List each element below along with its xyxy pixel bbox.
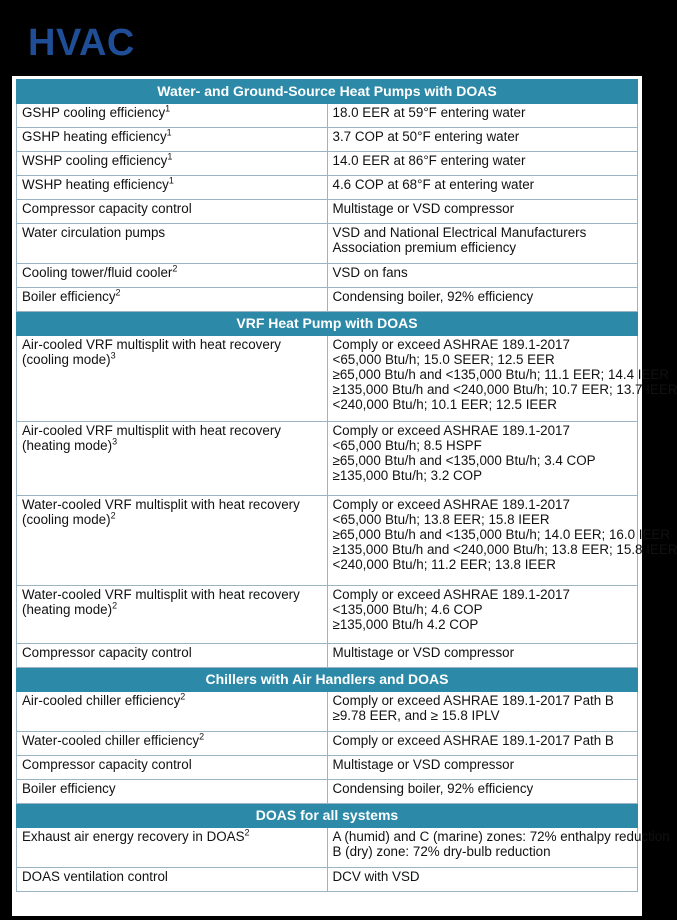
row-value-line: <65,000 Btu/h; 15.0 SEER; 12.5 EER bbox=[332, 352, 555, 367]
row-value bbox=[327, 828, 670, 868]
row-value bbox=[327, 422, 638, 496]
row-label-text: DOAS ventilation control bbox=[22, 869, 168, 884]
table-row bbox=[17, 586, 638, 644]
table-row bbox=[17, 692, 638, 732]
section-heading: Chillers with Air Handlers and DOAS bbox=[17, 668, 638, 692]
row-value bbox=[327, 780, 638, 804]
table-row bbox=[17, 264, 638, 288]
section-header bbox=[17, 312, 638, 336]
row-label-text: Water-cooled chiller efficiency bbox=[22, 733, 200, 748]
row-label-text: Compressor capacity control bbox=[22, 645, 192, 660]
footnote-marker: 1 bbox=[168, 175, 174, 186]
section-header bbox=[17, 804, 638, 828]
row-value-line: Comply or exceed ASHRAE 189.1-2017 bbox=[332, 497, 570, 512]
row-label bbox=[17, 264, 328, 288]
row-label bbox=[17, 288, 328, 312]
hvac-spec-table bbox=[16, 79, 677, 892]
footnote-marker: 2 bbox=[110, 510, 116, 521]
row-value-line: Comply or exceed ASHRAE 189.1-2017 Path B bbox=[332, 693, 614, 708]
footnote-marker: 2 bbox=[180, 691, 186, 702]
spec-table-body bbox=[17, 80, 677, 892]
table-row bbox=[17, 644, 638, 668]
row-value-line: 18.0 EER at 59°F entering water bbox=[332, 105, 526, 120]
row-value-line: Condensing boiler, 92% efficiency bbox=[332, 781, 534, 796]
table-row bbox=[17, 732, 638, 756]
table-row bbox=[17, 224, 638, 264]
row-label bbox=[17, 644, 328, 668]
row-value-line: <65,000 Btu/h; 13.8 EER; 15.8 IEER bbox=[332, 512, 550, 527]
footnote-marker: 1 bbox=[165, 103, 171, 114]
row-value bbox=[327, 586, 638, 644]
row-label-text: Boiler efficiency bbox=[22, 781, 116, 796]
row-label-text: WSHP heating efficiency bbox=[22, 177, 169, 192]
row-label bbox=[17, 176, 328, 200]
row-value bbox=[327, 264, 638, 288]
footnote-marker: 2 bbox=[112, 600, 118, 611]
row-value-line: 3.7 COP at 50°F entering water bbox=[332, 129, 520, 144]
row-value bbox=[327, 336, 677, 422]
row-value-line: Multistage or VSD compressor bbox=[332, 757, 515, 772]
row-value-line: ≥9.78 EER, and ≥ 15.8 IPLV bbox=[332, 708, 500, 723]
footnote-marker: 2 bbox=[244, 827, 250, 838]
row-value bbox=[327, 152, 638, 176]
row-value-line: ≥65,000 Btu/h and <135,000 Btu/h; 11.1 EER; 14.4 IEER bbox=[332, 367, 670, 382]
row-label-text: Water-cooled VRF multisplit with heat recovery (cooling mode) bbox=[22, 497, 300, 527]
row-value-line: 14.0 EER at 86°F entering water bbox=[332, 153, 526, 168]
row-value bbox=[327, 128, 638, 152]
footnote-marker: 2 bbox=[172, 263, 178, 274]
row-value bbox=[327, 756, 638, 780]
table-row bbox=[17, 128, 638, 152]
footnote-marker: 2 bbox=[115, 287, 121, 298]
row-value-line: ≥135,000 Btu/h 4.2 COP bbox=[332, 617, 479, 632]
table-row bbox=[17, 496, 638, 586]
row-value-line: Comply or exceed ASHRAE 189.1-2017 bbox=[332, 423, 570, 438]
footnote-marker: 1 bbox=[167, 151, 173, 162]
table-row bbox=[17, 756, 638, 780]
row-value-line: Multistage or VSD compressor bbox=[332, 201, 515, 216]
row-label-text: Boiler efficiency bbox=[22, 289, 116, 304]
row-value bbox=[327, 732, 638, 756]
section-header bbox=[17, 668, 638, 692]
row-label-text: Exhaust air energy recovery in DOAS bbox=[22, 829, 245, 844]
row-value-line: Multistage or VSD compressor bbox=[332, 645, 515, 660]
section-heading: Water- and Ground-Source Heat Pumps with DOAS bbox=[17, 80, 638, 104]
row-label bbox=[17, 732, 328, 756]
row-value-line: VSD and National Electrical Manufacturers Association premium efficiency bbox=[332, 225, 587, 255]
row-value-line: ≥135,000 Btu/h; 3.2 COP bbox=[332, 468, 483, 483]
row-label-text: GSHP heating efficiency bbox=[22, 129, 167, 144]
row-value-line: ≥135,000 Btu/h and <240,000 Btu/h; 10.7 EER; 13.7 IEER bbox=[332, 382, 677, 397]
footnote-marker: 1 bbox=[166, 127, 172, 138]
row-value-line: <240,000 Btu/h; 11.2 EER; 13.8 IEER bbox=[332, 557, 556, 572]
row-label bbox=[17, 224, 328, 264]
row-value-line: ≥135,000 Btu/h and <240,000 Btu/h; 13.8 EER; 15.8 IEER bbox=[332, 542, 677, 557]
row-label-text: WSHP cooling efficiency bbox=[22, 153, 168, 168]
table-row bbox=[17, 176, 638, 200]
row-label-text: Water-cooled VRF multisplit with heat recovery (heating mode) bbox=[22, 587, 300, 617]
row-value bbox=[327, 496, 677, 586]
footnote-marker: 2 bbox=[199, 731, 205, 742]
row-label-text: GSHP cooling efficiency bbox=[22, 105, 166, 120]
row-label bbox=[17, 496, 328, 586]
row-value bbox=[327, 104, 638, 128]
table-row bbox=[17, 200, 638, 224]
section-heading: DOAS for all systems bbox=[17, 804, 638, 828]
row-label bbox=[17, 828, 328, 868]
table-row bbox=[17, 288, 638, 312]
row-value-line: <240,000 Btu/h; 10.1 EER; 12.5 IEER bbox=[332, 397, 557, 412]
row-label bbox=[17, 104, 328, 128]
table-row bbox=[17, 828, 638, 868]
row-label bbox=[17, 422, 328, 496]
row-value-line: <65,000 Btu/h; 8.5 HSPF bbox=[332, 438, 482, 453]
row-value-line: Condensing boiler, 92% efficiency bbox=[332, 289, 534, 304]
table-row bbox=[17, 868, 638, 892]
row-label-text: Air-cooled chiller efficiency bbox=[22, 693, 181, 708]
row-value-line: Comply or exceed ASHRAE 189.1-2017 bbox=[332, 587, 570, 602]
table-row bbox=[17, 336, 638, 422]
row-label bbox=[17, 780, 328, 804]
row-value bbox=[327, 176, 638, 200]
row-value-line: ≥65,000 Btu/h and <135,000 Btu/h; 14.0 EER; 16.0 IEER bbox=[332, 527, 671, 542]
row-value-line: DCV with VSD bbox=[332, 869, 420, 884]
row-value-line: 4.6 COP at 68°F at entering water bbox=[332, 177, 535, 192]
row-label bbox=[17, 756, 328, 780]
section-header bbox=[17, 80, 638, 104]
row-value-line: A (humid) and C (marine) zones: 72% enthalpy reduction bbox=[332, 829, 670, 844]
page-title: HVAC bbox=[28, 22, 135, 64]
row-value bbox=[327, 200, 638, 224]
row-value-line: <135,000 Btu/h; 4.6 COP bbox=[332, 602, 483, 617]
table-row bbox=[17, 152, 638, 176]
row-label-text: Water circulation pumps bbox=[22, 225, 166, 240]
footnote-marker: 3 bbox=[110, 350, 116, 361]
row-label-text: Air-cooled VRF multisplit with heat recovery (heating mode) bbox=[22, 423, 281, 453]
spec-sheet bbox=[12, 76, 677, 916]
row-value bbox=[327, 692, 638, 732]
row-value-line: ≥65,000 Btu/h and <135,000 Btu/h; 3.4 COP bbox=[332, 453, 596, 468]
row-label bbox=[17, 336, 328, 422]
row-value-line: Comply or exceed ASHRAE 189.1-2017 bbox=[332, 337, 570, 352]
row-label-text: Compressor capacity control bbox=[22, 757, 192, 772]
row-value-line: B (dry) zone: 72% dry-bulb reduction bbox=[332, 844, 551, 859]
row-label bbox=[17, 200, 328, 224]
row-label bbox=[17, 586, 328, 644]
table-row bbox=[17, 104, 638, 128]
section-heading: VRF Heat Pump with DOAS bbox=[17, 312, 638, 336]
row-label-text: Compressor capacity control bbox=[22, 201, 192, 216]
row-label bbox=[17, 692, 328, 732]
row-value bbox=[327, 288, 638, 312]
row-value-line: VSD on fans bbox=[332, 265, 408, 280]
row-value-line: Comply or exceed ASHRAE 189.1-2017 Path B bbox=[332, 733, 614, 748]
table-row bbox=[17, 422, 638, 496]
row-label-text: Cooling tower/fluid cooler bbox=[22, 265, 173, 280]
row-label-text: Air-cooled VRF multisplit with heat recovery (cooling mode) bbox=[22, 337, 281, 367]
row-label bbox=[17, 128, 328, 152]
table-row bbox=[17, 780, 638, 804]
row-label bbox=[17, 152, 328, 176]
row-value bbox=[327, 224, 638, 264]
row-value bbox=[327, 868, 638, 892]
row-value bbox=[327, 644, 638, 668]
row-label bbox=[17, 868, 328, 892]
footnote-marker: 3 bbox=[112, 436, 118, 447]
